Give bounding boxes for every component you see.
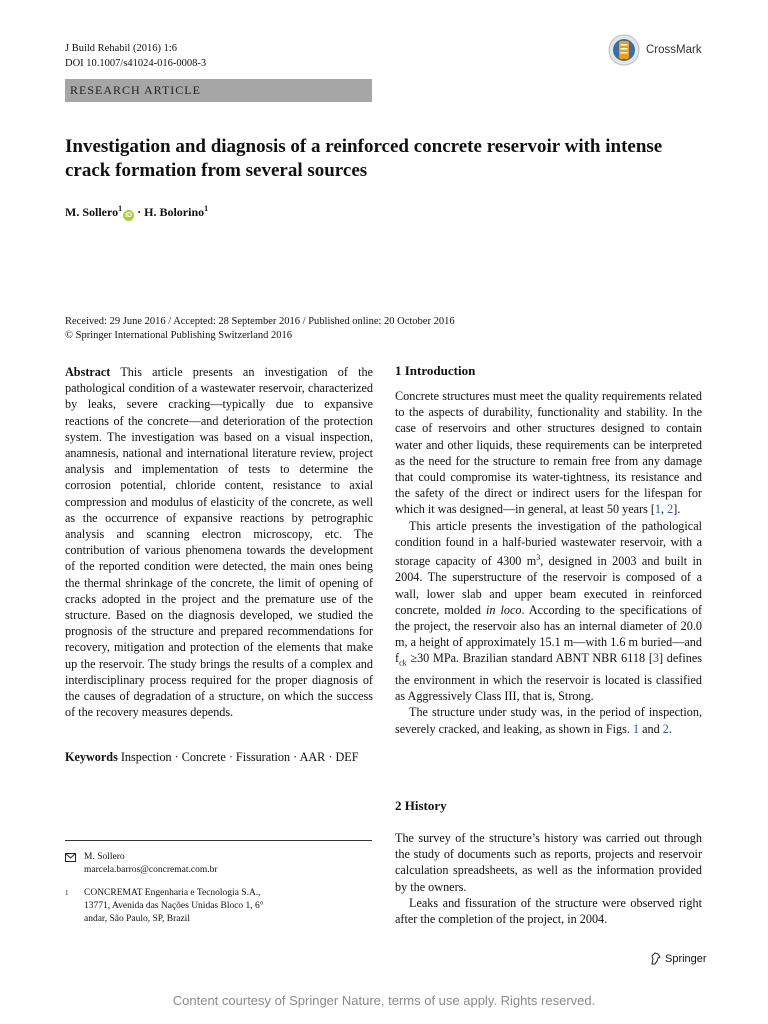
publication-dates [65, 315, 455, 343]
corresponding-author [65, 851, 372, 926]
publisher-name: Springer [665, 952, 707, 965]
history-body [395, 830, 702, 927]
keywords-heading: Keywords [65, 750, 118, 764]
dates-line: Received: 29 June 2016 / Accepted: 28 September 2016 / Published online: 20 October 2016 [65, 316, 455, 327]
springer-horse-icon [650, 952, 662, 965]
citation-link[interactable]: 2 [667, 502, 674, 517]
crossmark-badge[interactable] [608, 31, 728, 69]
paragraph: The survey of the structure’s history was carried out through the study of documents such as reports, projects and reservoir calculation spreadsheets, as well as the information provided by the owners. [395, 831, 702, 894]
keywords-text: Inspection · Concrete · Fissuration · AAR · DEF [120, 750, 359, 764]
introduction-body [395, 388, 702, 737]
abstract-text: This article presents an investigation of the pathological condition of a wastewater reservoir, characterized by leaks, severe cracking—typically due to expansive reactions of the concrete—and deterioration of the protection system. The investigation was based on a visual inspection, anamnesis, national and international literature review, project analysis and implementation of tests to determine the corrosion potential, chloride content, resistance to axial compression and modulus of elasticity of the concrete, as well as the occurrence of expansive reactions by petrographic analysis and scanning electron microscopy, etc. The contribution of various phenomena towards the development of the reported condition were detected, the main ones being the thermal shrinkage of the concrete, the limit of opening of cracks adopted in the project and the premature use of the structure. Based on the diagnosis developed, we studied the prognosis of the structure and prepared recommendations for recovery, mitigation and protection of the elements that make up the reservoir. The study brings the results of a complex and interdisciplinary process required for the proper diagnosis of the causes of degradation of a structure, on which the success of the recovery measures depends. [65, 365, 373, 720]
citation-link[interactable]: 1 [654, 502, 662, 517]
affiliation-number: 1 [65, 889, 69, 897]
author-name[interactable]: M. Sollero [65, 205, 119, 219]
copyright-line: © Springer International Publishing Switzerland 2016 [65, 330, 292, 341]
envelope-icon [65, 853, 76, 862]
article-type: RESEARCH ARTICLE [70, 83, 201, 97]
abstract-heading: Abstract [65, 365, 111, 379]
journal-info [65, 41, 206, 71]
doi[interactable]: DOI 10.1007/s41024-016-0008-3 [65, 58, 207, 69]
figure-link[interactable]: 2 [662, 721, 669, 736]
citation-link[interactable]: 3 [652, 651, 659, 666]
author-separator: · [137, 205, 142, 219]
crossmark-icon [608, 34, 640, 66]
crossmark-label: CrossMark [646, 44, 702, 56]
paragraph: Leaks and fissuration of the structure were observed right after the completion of the project, in 2004. [395, 895, 702, 927]
author-name[interactable]: H. Bolorino [144, 205, 205, 219]
footnote-divider [65, 840, 372, 841]
article-type-banner [65, 79, 372, 102]
orcid-icon[interactable]: iD [125, 212, 133, 219]
contact-name: M. Sollero [84, 852, 125, 862]
affiliation-marker: 1 [118, 204, 123, 213]
author-list [65, 204, 208, 221]
figure-link[interactable]: 1 [632, 721, 640, 736]
section-heading-history: 2 History [395, 798, 447, 813]
affiliation-text: CONCREMAT Engenharia e Tecnologia S.A., 13771, Avenida das Nações Unidas Bloco 1, 6° andar, São Paulo, SP, Brazil [84, 888, 264, 924]
courtesy-notice: Content courtesy of Springer Nature, terms of use apply. Rights reserved. [172, 993, 596, 1008]
affiliation-marker: 1 [204, 204, 209, 213]
paragraph: The structure under study was, in the period of inspection, severely cracked, and leaking, as shown in Figs. 1 and 2. [395, 705, 702, 736]
journal-citation: J Build Rehabil (2016) 1:6 [65, 43, 177, 54]
section-heading-introduction: 1 Introduction [395, 363, 476, 378]
paragraph: Concrete structures must meet the quality requirements related to the aspects of durability, functionality and stability. In the case of reservoirs and other structures designed to contain water and other liquids, these requirements can be interpreted as the need for the structure to remain free from any damage that could compromise its water-tightness, its resistance and the safety of the direct or indirect users for the lifespan for which it was designed—in general, at least 50 years [1, 2]. [395, 389, 702, 517]
paragraph: This article presents the investigation of the pathological condition found in a half-buried wastewater reservoir, with a storage capacity of 4300 $m^3$, designed in 2003 and built in 2004. The superstructure of the reservoir is composed of a wall, lower slab and upper beam executed in reinforced concrete, molded in loco. According to the specifications of the project, the reservoir also has an internal diameter of 20.0 m, a height of approximately 15.1 m—with 1.6 m buried—and $f_{ck} \ge 30$ MPa. Brazilian standard ABNT NBR 6118 [3] defines the environment in which the reservoir is located is classified as Aggressively Class III, that is, Strong. [395, 518, 703, 704]
keywords [65, 749, 373, 765]
abstract [65, 364, 373, 720]
article-title: Investigation and diagnosis of a reinforced concrete reservoir with intense crack formation from several sources [65, 136, 663, 181]
contact-email[interactable]: marcela.barros@concremat.com.br [84, 865, 218, 875]
publisher-logo [650, 952, 707, 965]
